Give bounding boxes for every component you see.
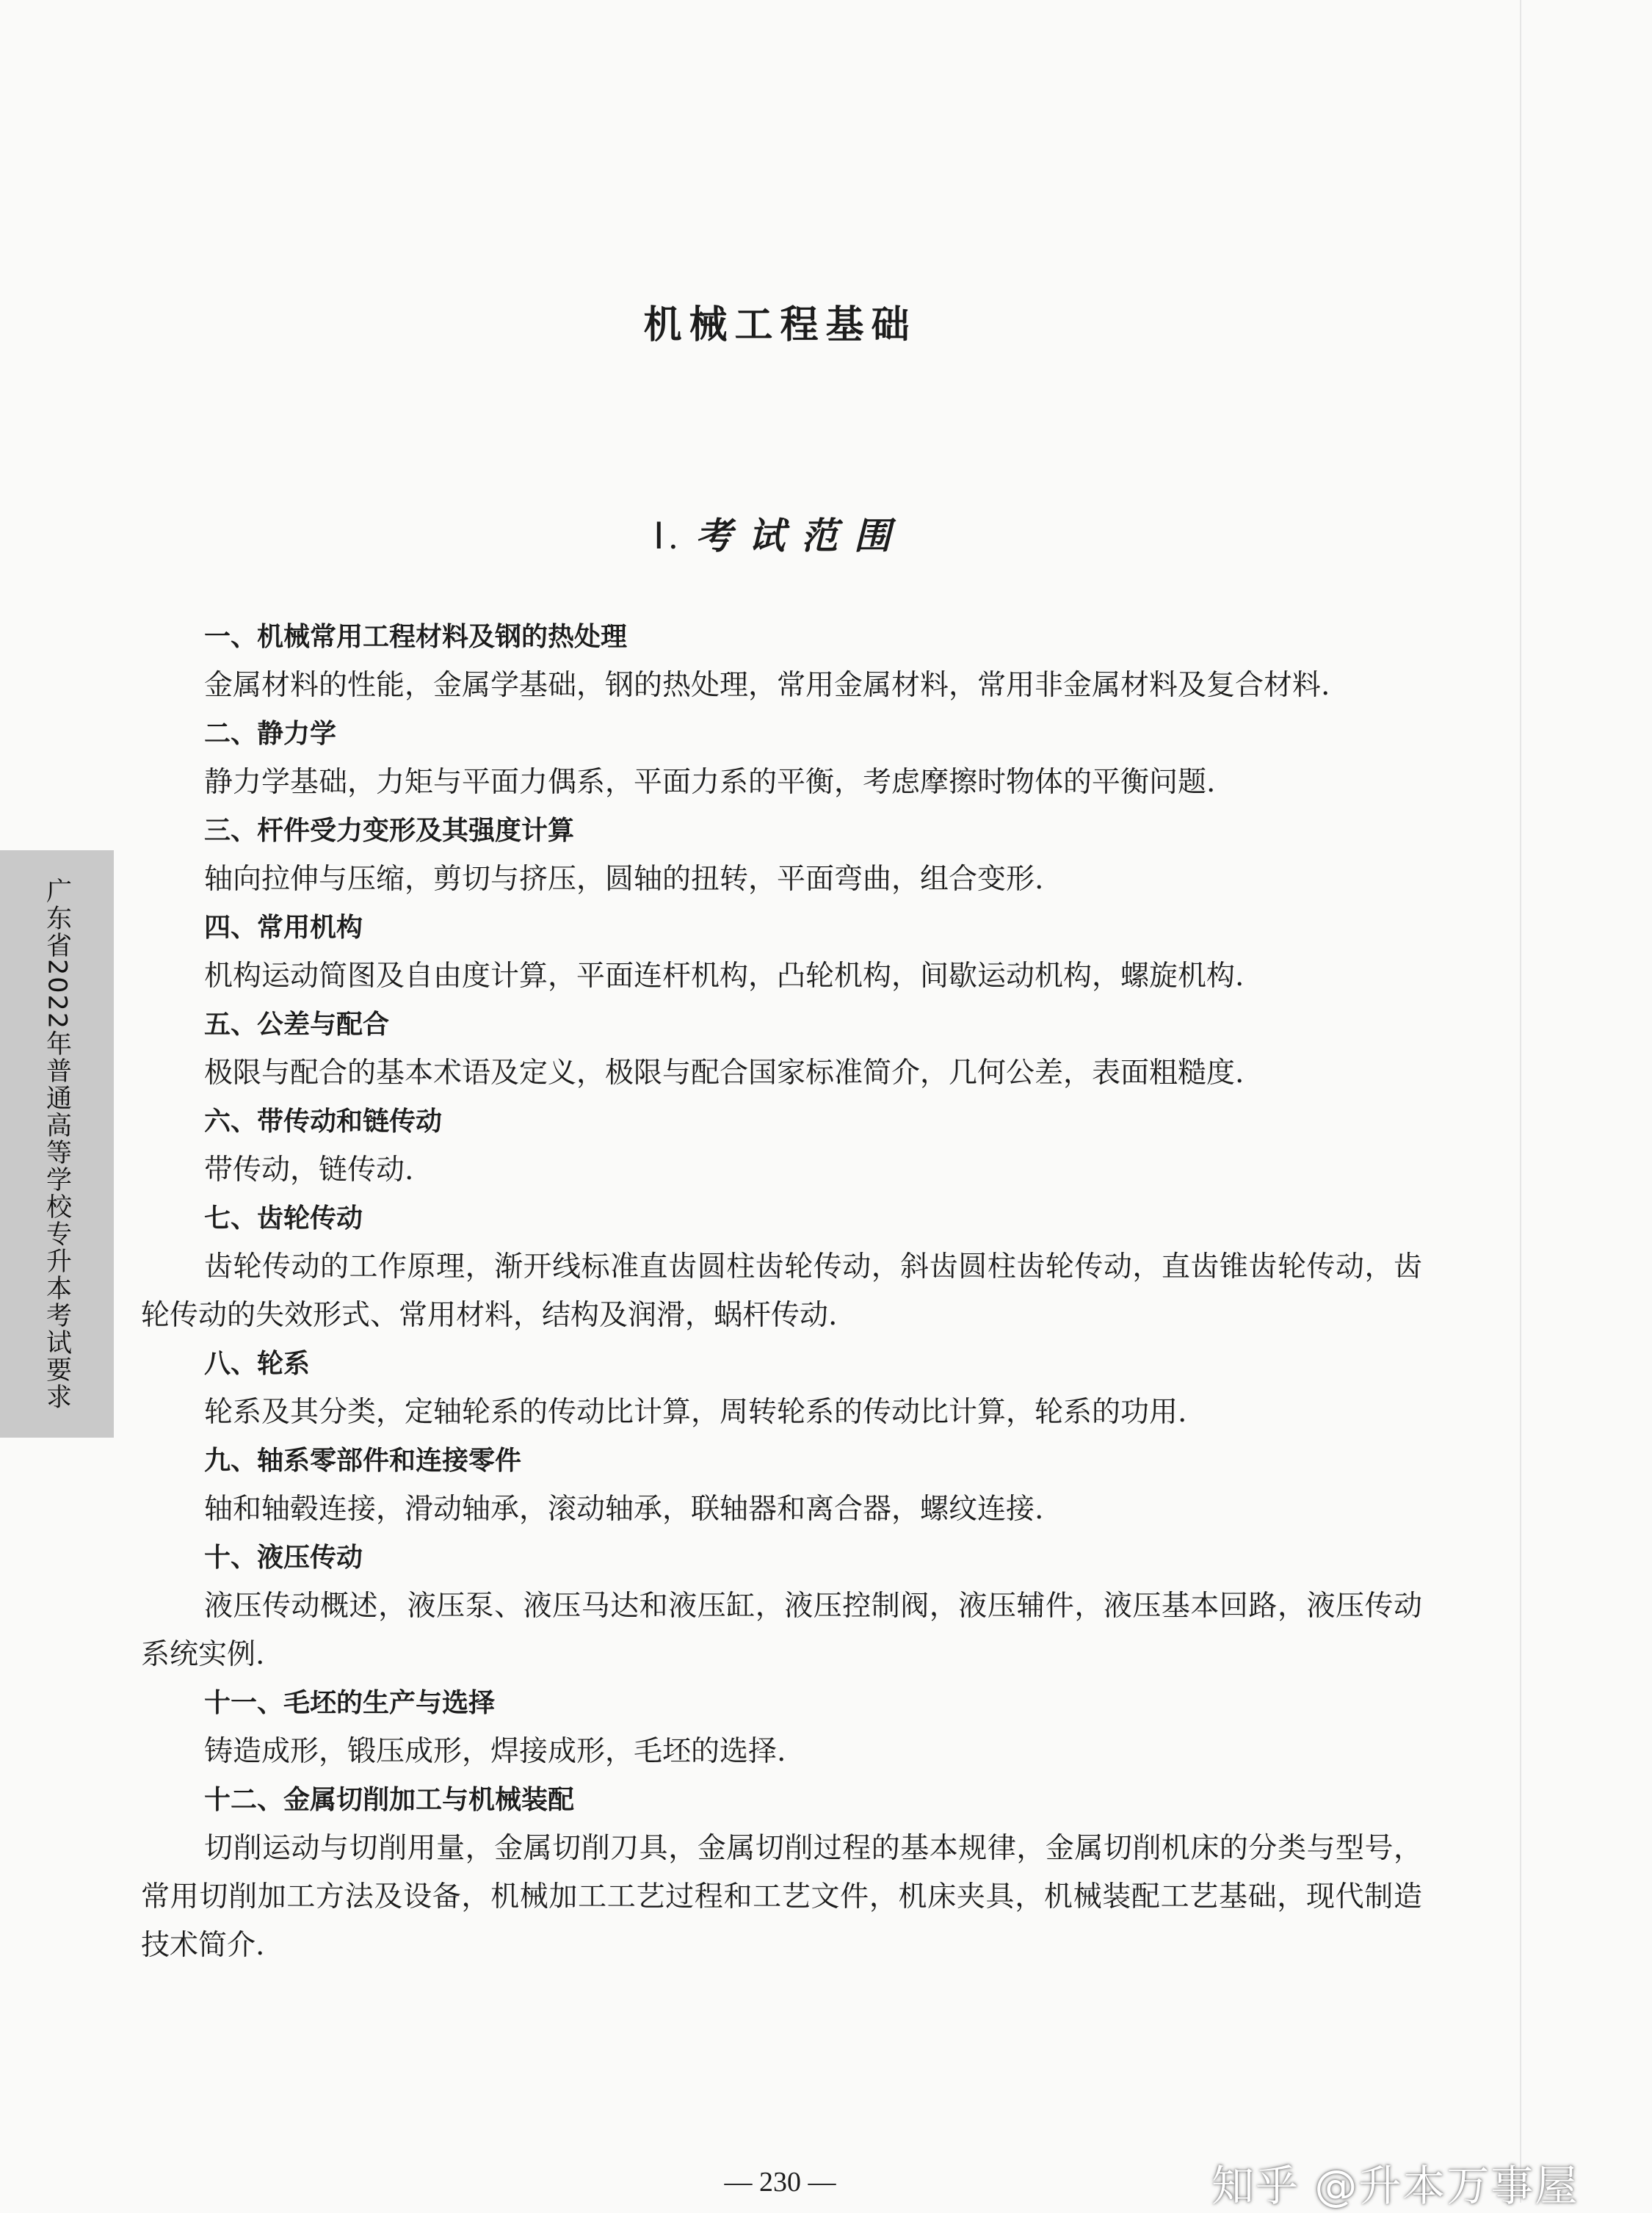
section-body: 齿轮传动的工作原理，渐开线标准直齿圆柱齿轮传动，斜齿圆柱齿轮传动，直齿锥齿轮传动，齿轮传动的失效形式、常用材料，结构及润滑，蜗杆传动. — [141, 1250, 1422, 1332]
section-heading: 一、机械常用工程材料及钢的热处理 — [204, 622, 628, 652]
section-body: 液压传动概述，液压泵、液压马达和液压缸，液压控制阀，液压辅件，液压基本回路，液压传动系统实例. — [141, 1590, 1422, 1671]
section-body: 切削运动与切削用量，金属切削刀具，金属切削过程的基本规律，金属切削机床的分类与型号，常用切削加工方法及设备，机械加工工艺过程和工艺文件，机床夹具，机械装配工艺基础，现代制造技术简介. — [141, 1832, 1422, 1962]
section-heading: 六、带传动和链传动 — [204, 1106, 443, 1137]
section-belt-chain — [141, 1098, 1422, 1195]
part-title — [0, 507, 1560, 559]
section-mechanisms — [141, 904, 1422, 1001]
section-heading: 四、常用机构 — [204, 913, 363, 943]
section-tolerance — [141, 1001, 1422, 1098]
section-gear-trains — [141, 1340, 1422, 1437]
section-body: 金属材料的性能，金属学基础，钢的热处理，常用金属材料，常用非金属材料及复合材料. — [204, 669, 1330, 702]
section-heading: 二、静力学 — [204, 719, 337, 749]
section-body: 静力学基础，力矩与平面力偶系，平面力系的平衡，考虑摩擦时物体的平衡问题. — [204, 766, 1216, 799]
section-heading: 十一、毛坯的生产与选择 — [204, 1688, 496, 1718]
section-heading: 十、液压传动 — [204, 1543, 363, 1573]
section-body: 轴和轴毂连接，滑动轴承，滚动轴承，联轴器和离合器，螺纹连接. — [204, 1493, 1044, 1526]
section-body: 铸造成形，锻压成形，焊接成形，毛坯的选择. — [204, 1735, 786, 1768]
section-heading: 九、轴系零部件和连接零件 — [204, 1446, 522, 1476]
document-title: 机械工程基础 — [643, 303, 917, 347]
side-tab-label: 广东省2022年普通高等学校专升本考试要求 — [42, 877, 72, 1411]
section-hydraulics — [141, 1534, 1422, 1679]
exam-scope-content — [141, 613, 1422, 1970]
section-body: 机构运动简图及自由度计算，平面连杆机构，凸轮机构，间歇运动机构，螺旋机构. — [204, 960, 1245, 993]
section-body: 轴向拉伸与压缩，剪切与挤压，圆轴的扭转，平面弯曲，组合变形. — [204, 863, 1044, 896]
section-heading: 七、齿轮传动 — [204, 1203, 363, 1234]
section-statics — [141, 710, 1422, 807]
section-blanks — [141, 1679, 1422, 1776]
side-tab — [0, 850, 114, 1438]
section-gears — [141, 1195, 1422, 1340]
part-title-text: 考试范围 — [695, 514, 907, 557]
section-machining — [141, 1776, 1422, 1970]
part-number: Ⅰ. — [653, 515, 683, 557]
section-heading: 十二、金属切削加工与机械装配 — [204, 1785, 575, 1815]
section-heading: 五、公差与配合 — [204, 1010, 390, 1040]
section-heading: 八、轮系 — [204, 1349, 311, 1379]
section-body: 轮系及其分类，定轴轮系的传动比计算，周转轮系的传动比计算，轮系的功用. — [204, 1396, 1187, 1429]
page-number: — 230 — — [724, 2167, 836, 2198]
section-materials — [141, 613, 1422, 710]
section-shaft-parts — [141, 1437, 1422, 1534]
watermark: 知乎 @升本万事屋 — [1211, 2161, 1579, 2211]
section-deformation — [141, 807, 1422, 904]
section-body: 极限与配合的基本术语及定义，极限与配合国家标准简介，几何公差，表面粗糙度. — [204, 1057, 1245, 1090]
section-body: 带传动，链传动. — [204, 1153, 414, 1187]
section-heading: 三、杆件受力变形及其强度计算 — [204, 816, 575, 846]
